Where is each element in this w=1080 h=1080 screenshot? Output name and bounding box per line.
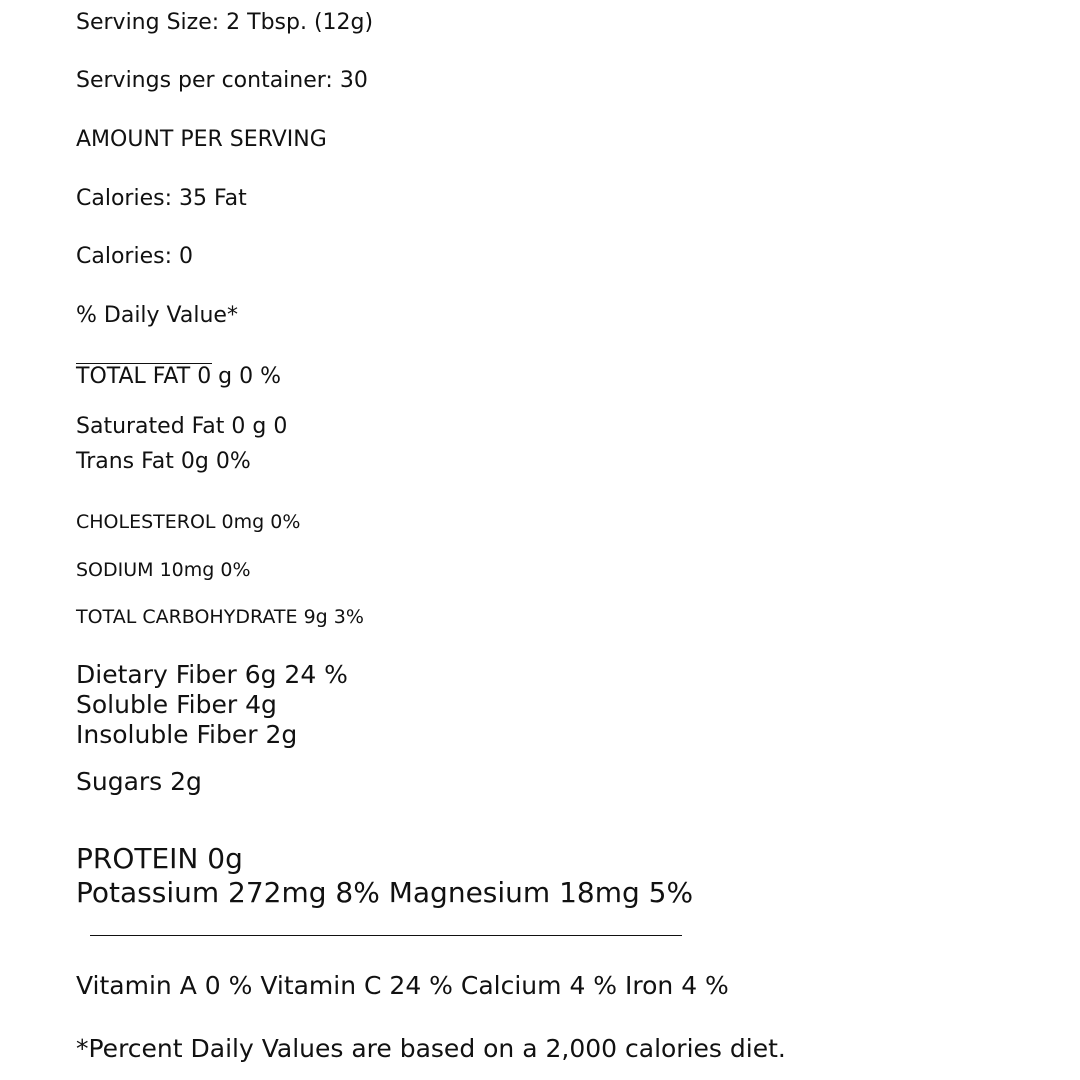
footnote: *Percent Daily Values are based on a 2,000 calories diet. bbox=[76, 1034, 786, 1063]
total-fat-row: TOTAL FAT 0 g 0 % bbox=[76, 364, 282, 389]
minerals-row: Potassium 272mg 8% Magnesium 18mg 5% bbox=[76, 876, 694, 909]
servings-per-container: Servings per container: 30 bbox=[76, 68, 368, 93]
daily-value-header: % Daily Value* bbox=[76, 303, 238, 328]
fat-calories-line: Calories: 0 bbox=[76, 244, 193, 269]
total-carbohydrate-row: TOTAL CARBOHYDRATE 9g 3% bbox=[76, 606, 364, 628]
protein-row: PROTEIN 0g bbox=[76, 842, 243, 875]
serving-size: Serving Size: 2 Tbsp. (12g) bbox=[76, 10, 374, 35]
cholesterol-row: CHOLESTEROL 0mg 0% bbox=[76, 511, 301, 533]
vitamins-row: Vitamin A 0 % Vitamin C 24 % Calcium 4 % Iron 4 % bbox=[76, 971, 729, 1000]
dietary-fiber-row: Dietary Fiber 6g 24 % bbox=[76, 660, 348, 689]
long-divider bbox=[90, 935, 682, 936]
calories-line: Calories: 35 Fat bbox=[76, 186, 247, 211]
soluble-fiber-row: Soluble Fiber 4g bbox=[76, 690, 277, 719]
sodium-row: SODIUM 10mg 0% bbox=[76, 559, 251, 581]
insoluble-fiber-row: Insoluble Fiber 2g bbox=[76, 720, 298, 749]
trans-fat-row: Trans Fat 0g 0% bbox=[76, 449, 251, 474]
saturated-fat-row: Saturated Fat 0 g 0 bbox=[76, 414, 288, 439]
sugars-row: Sugars 2g bbox=[76, 767, 202, 796]
amount-per-serving-heading: AMOUNT PER SERVING bbox=[76, 127, 327, 152]
